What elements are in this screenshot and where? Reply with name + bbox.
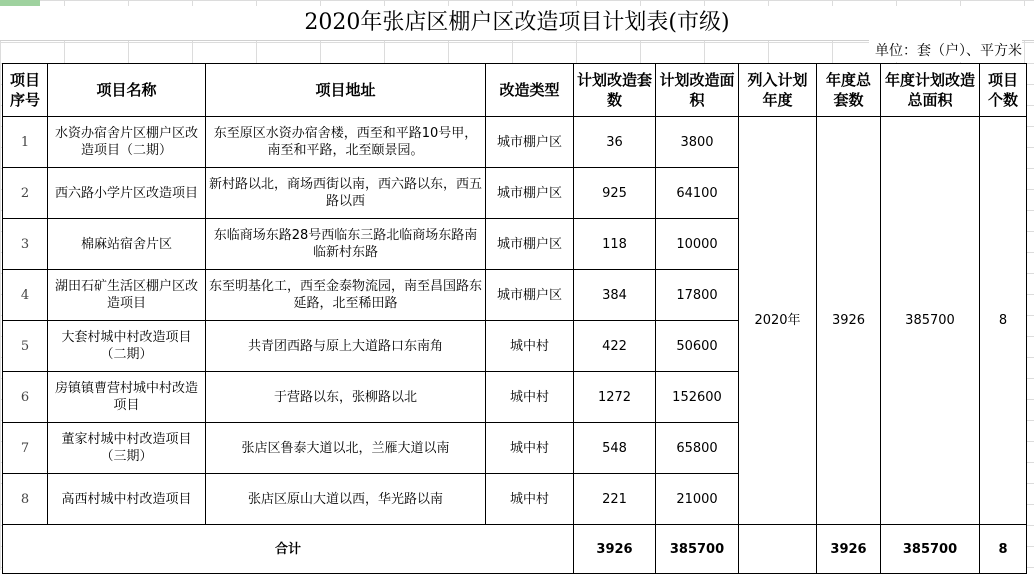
header-project-count[interactable]: 项目个数 (980, 64, 1027, 117)
cell-project-count-merged[interactable]: 8 (980, 117, 1027, 525)
cell-area[interactable]: 3800 (656, 117, 739, 168)
cell-address[interactable]: 东至原区水资办宿舍楼，西至和平路10号甲，南至和平路，北至颐景园。 (206, 117, 486, 168)
cell-type[interactable]: 城市棚户区 (486, 219, 574, 270)
total-annual-area[interactable]: 385700 (881, 525, 980, 574)
cell-type[interactable]: 城中村 (486, 474, 574, 525)
cell-name[interactable]: 董家村城中村改造项目（三期） (48, 423, 206, 474)
cell-units[interactable]: 422 (574, 321, 656, 372)
cell-seq[interactable]: 3 (3, 219, 48, 270)
header-type[interactable]: 改造类型 (486, 64, 574, 117)
header-name[interactable]: 项目名称 (48, 64, 206, 117)
cell-plan-year-merged[interactable]: 2020年 (739, 117, 817, 525)
cell-address[interactable]: 共青团西路与原上大道路口东南角 (206, 321, 486, 372)
table-row (3, 117, 1027, 168)
cell-seq[interactable]: 4 (3, 270, 48, 321)
header-planned-area[interactable]: 计划改造面积 (656, 64, 739, 117)
header-annual-units[interactable]: 年度总套数 (817, 64, 881, 117)
cell-name[interactable]: 水资办宿舍片区棚户区改造项目（二期） (48, 117, 206, 168)
cell-units[interactable]: 36 (574, 117, 656, 168)
total-project-count[interactable]: 8 (980, 525, 1027, 574)
cell-seq[interactable]: 5 (3, 321, 48, 372)
cell-address[interactable]: 新村路以北，商场西街以南，西六路以东，西五路以西 (206, 168, 486, 219)
header-address[interactable]: 项目地址 (206, 64, 486, 117)
cell-name[interactable]: 房镇镇曹营村城中村改造项目 (48, 372, 206, 423)
cell-annual-area-merged[interactable]: 385700 (881, 117, 980, 525)
cell-type[interactable]: 城中村 (486, 321, 574, 372)
total-units[interactable]: 3926 (574, 525, 656, 574)
header-planned-units[interactable]: 计划改造套数 (574, 64, 656, 117)
cell-name[interactable]: 西六路小学片区改造项目 (48, 168, 206, 219)
cell-type[interactable]: 城市棚户区 (486, 270, 574, 321)
cell-address[interactable]: 于营路以东，张柳路以北 (206, 372, 486, 423)
cell-area[interactable]: 50600 (656, 321, 739, 372)
unit-note: 单位：套（户）、平方米 (869, 40, 1022, 62)
cell-type[interactable]: 城中村 (486, 372, 574, 423)
cell-units[interactable]: 118 (574, 219, 656, 270)
cell-seq[interactable]: 7 (3, 423, 48, 474)
cell-area[interactable]: 64100 (656, 168, 739, 219)
total-row (3, 525, 1027, 574)
total-plan-year[interactable] (739, 525, 817, 574)
cell-address[interactable]: 张店区鲁泰大道以北，兰雁大道以南 (206, 423, 486, 474)
cell-units[interactable]: 548 (574, 423, 656, 474)
cell-name[interactable]: 高西村城中村改造项目 (48, 474, 206, 525)
header-row (3, 64, 1027, 117)
cell-units[interactable]: 925 (574, 168, 656, 219)
cell-area[interactable]: 21000 (656, 474, 739, 525)
total-label[interactable]: 合计 (3, 525, 574, 574)
header-seq[interactable]: 项目序号 (3, 64, 48, 117)
cell-name[interactable]: 大套村城中村改造项目（二期） (48, 321, 206, 372)
project-plan-table (2, 63, 1027, 574)
total-area[interactable]: 385700 (656, 525, 739, 574)
cell-seq[interactable]: 2 (3, 168, 48, 219)
cell-address[interactable]: 张店区原山大道以西，华光路以南 (206, 474, 486, 525)
cell-address[interactable]: 东至明基化工，西至金泰物流园，南至昌国路东延路，北至稀田路 (206, 270, 486, 321)
cell-area[interactable]: 152600 (656, 372, 739, 423)
cell-seq[interactable]: 1 (3, 117, 48, 168)
table-title: 2020年张店区棚户区改造项目计划表(市级) (0, 6, 1034, 41)
cell-units[interactable]: 384 (574, 270, 656, 321)
cell-area[interactable]: 65800 (656, 423, 739, 474)
cell-units[interactable]: 1272 (574, 372, 656, 423)
cell-type[interactable]: 城市棚户区 (486, 117, 574, 168)
cell-seq[interactable]: 6 (3, 372, 48, 423)
cell-name[interactable]: 棉麻站宿舍片区 (48, 219, 206, 270)
header-annual-area[interactable]: 年度计划改造总面积 (881, 64, 980, 117)
cell-annual-units-merged[interactable]: 3926 (817, 117, 881, 525)
cell-type[interactable]: 城中村 (486, 423, 574, 474)
cell-address[interactable]: 东临商场东路28号西临东三路北临商场东路南临新村东路 (206, 219, 486, 270)
cell-type[interactable]: 城市棚户区 (486, 168, 574, 219)
cell-area[interactable]: 17800 (656, 270, 739, 321)
total-annual-units[interactable]: 3926 (817, 525, 881, 574)
cell-name[interactable]: 湖田石矿生活区棚户区改造项目 (48, 270, 206, 321)
cell-area[interactable]: 10000 (656, 219, 739, 270)
header-plan-year[interactable]: 列入计划年度 (739, 64, 817, 117)
cell-seq[interactable]: 8 (3, 474, 48, 525)
cell-units[interactable]: 221 (574, 474, 656, 525)
